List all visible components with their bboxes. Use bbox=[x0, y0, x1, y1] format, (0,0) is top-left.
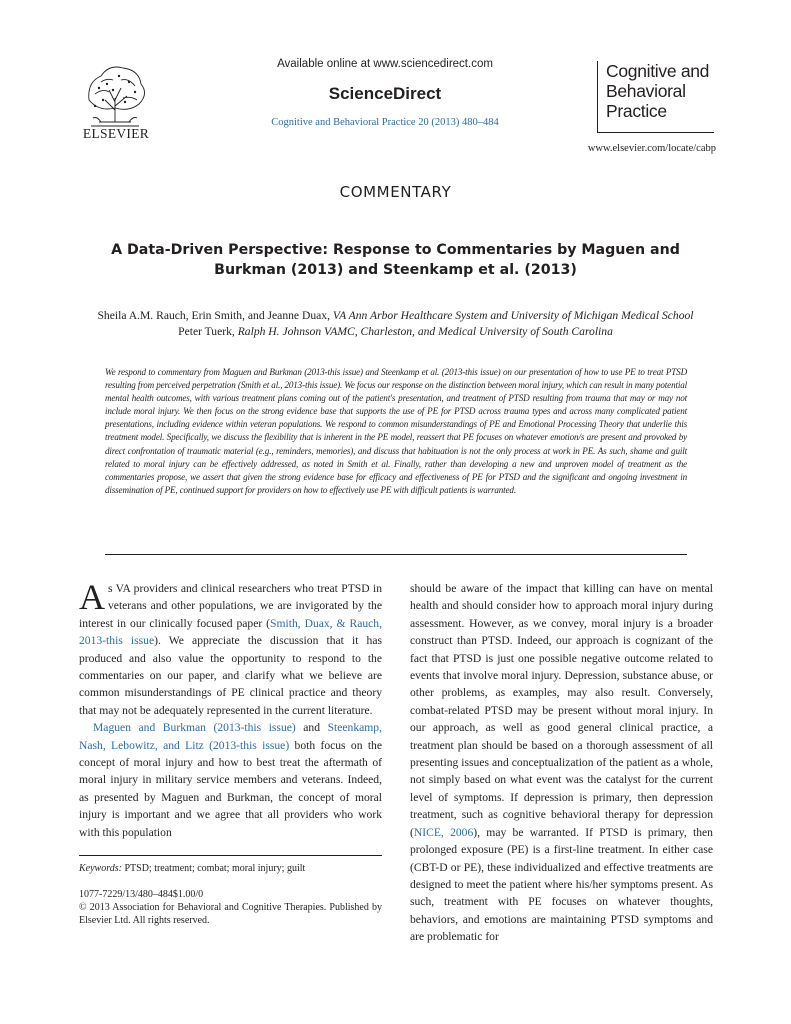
body-paragraph bbox=[79, 577, 382, 719]
paragraph-text: both focus on the concept of moral injury and how to best treat the aftermath of moral injury in military service members and veterans. Indeed, as presented by Maguen and Burkman, the concept of moral injury is important and we agree that all providers who work with this population bbox=[79, 738, 382, 839]
section-label: COMMENTARY bbox=[339, 183, 452, 201]
article-title: A Data-Driven Perspective: Response to Commentaries by Maguen and Burkman (2013) and Steenkamp et al. (2013) bbox=[111, 242, 680, 278]
author-line-2 bbox=[60, 324, 731, 340]
body-column-left bbox=[79, 577, 382, 841]
publisher-name: ELSEVIER bbox=[82, 126, 150, 141]
journal-url-link[interactable]: www.elsevier.com/locate/cabp bbox=[587, 143, 716, 154]
author-affiliation: VA Ann Arbor Healthcare System and University of Michigan Medical School bbox=[332, 309, 694, 322]
author-affiliation: Ralph H. Johnson VAMC, Charleston, and Medical University of South Carolina bbox=[237, 325, 613, 338]
body-column-right bbox=[410, 580, 713, 946]
paragraph-text: and bbox=[295, 721, 328, 735]
keywords-label: Keywords: bbox=[79, 863, 122, 874]
body-paragraph bbox=[79, 719, 382, 841]
citation-link[interactable]: Maguen and Burkman (2013-this issue) bbox=[93, 721, 296, 735]
citation-link[interactable]: NICE, 2006 bbox=[413, 825, 474, 839]
journal-title-box bbox=[597, 61, 714, 133]
body-paragraph bbox=[410, 580, 713, 946]
citation-link[interactable]: Smith, Duax, & Rauch, 2013-this issue bbox=[79, 616, 382, 648]
paragraph-text: should be aware of the impact that killing can have on mental health and should consider how to approach moral injury during assessment. However, as we convey, moral injury is a broader construct than PTSD. Indeed, our approach is cognizant of the fact that PTSD is just one possible negative outcome related to events that involve moral injury. Depression, substance abuse, or other problems, as examples, may also result. Conversely, combat-related PTSD may be present without moral injury. In our approach, as well as good general clinical practice, a treatment plan should be based on a thorough assessment of all presenting issues and conceptualization of the patient as a whole, not simply based on what event was the catalyst for the current level of symptoms. If depression is primary, then depression treatment, such as cognitive behavioral therapy for depression ( bbox=[410, 582, 713, 839]
platform-name: ScienceDirect bbox=[328, 84, 442, 103]
header-center bbox=[220, 58, 550, 128]
footnote-divider bbox=[79, 855, 382, 856]
paragraph-text: ), may be warranted. If PTSD is primary, then prolonged exposure (PE) is a first-line treatment. In either case (CBT-D or PE), these individualized and effective treatments are designed to meet the patient where his/her symptoms present. As such, treatment with PE focuses on whatever thoughts, behaviors, and emotions are maintaining PTSD symptoms and are problematic for bbox=[410, 825, 713, 944]
available-online-text: Available online at www.sciencedirect.com bbox=[277, 58, 493, 70]
keywords bbox=[79, 862, 382, 875]
author-names: Sheila A.M. Rauch, Erin Smith, and Jeanne Duax, bbox=[97, 309, 330, 322]
keywords-list: PTSD; treatment; combat; moral injury; guilt bbox=[121, 863, 306, 874]
author-block bbox=[60, 308, 731, 340]
footnote-block bbox=[79, 862, 382, 927]
citation-link[interactable]: Steenkamp, Nash, Lebowitz, and Litz (2013-this issue) bbox=[79, 721, 382, 752]
paragraph-text: ). We appreciate the discussion that it has produced and also value the opportunity to respond to the commentaries on our paper, and clarify what we believe are common misunderstandings of PE clinical practice and theory that may not be adequately represented in the current literature. bbox=[79, 634, 382, 717]
issn-line: 1077-7229/13/480–484$1.00/0 bbox=[79, 889, 204, 900]
author-line-1 bbox=[60, 308, 731, 324]
journal-title: Cognitive and Behavioral Practice bbox=[606, 61, 710, 121]
abstract: We respond to commentary from Maguen and Burkman (2013-this issue) and Steenkamp et al. (2013-this issue) on our presentation of how to use PE to treat PTSD resulting from perceived perpetration (Smith et al., 2013-this issue). We focus our response on the distinction between moral injury, which can result in many potential mental health outcomes, with various treatment plans coming out of the patient's presentation, and treatment of PTSD resulting from trauma that may or may not include moral injury. We then focus on the strong evidence base that supports the use of PE for PTSD across trauma types and across many complicated patient presentations, including evidence within veteran populations. We respond to common misunderstandings of PE and Emotional Processing Theory that underlie this treatment model. Specifically, we discuss the flexibility that is inherent in the PE model, reassert that PE focuses on whatever emotion/s are present and provoked by direct confrontation of traumatic material (e.g., reminders, memories), and discuss that habituation is not the only process at work in PE. As such, shame and guilt related to moral injury can be effectively addressed, as noted in Smith et al. Finally, rather than developing a new and unproven model of treatment as the commentaries propose, we assert that given the strong evidence base for efficacy and effectiveness of PE for PTSD and the significant and ongoing investment in dissemination of PE, continued support for providers on how to effectively use PE with difficult patients is warranted. bbox=[105, 367, 687, 495]
author-names: Peter Tuerk, bbox=[178, 325, 235, 338]
copyright-line: © 2013 Association for Behavioral and Cognitive Therapies. Published by Elsevier Ltd. All rights reserved. bbox=[79, 902, 382, 926]
abstract-divider bbox=[105, 554, 687, 555]
journal-citation-link[interactable]: Cognitive and Behavioral Practice 20 (2013) 480–484 bbox=[271, 117, 499, 128]
drop-cap: A bbox=[79, 577, 105, 617]
paragraph-text: s VA providers and clinical researchers who treat PTSD in veterans and other populations, we are invigorated by the interest in our clinically focused paper ( bbox=[79, 582, 382, 630]
